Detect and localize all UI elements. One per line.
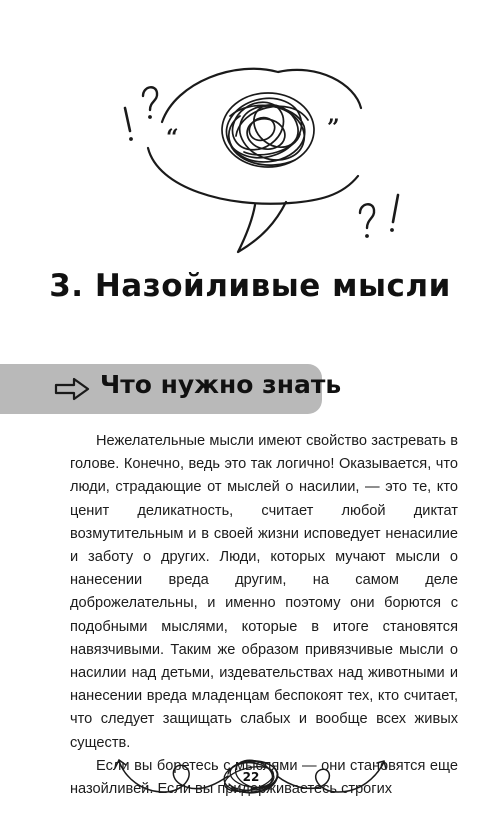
tangled-scribble-icon: [220, 90, 314, 169]
arrow-right-icon: [54, 377, 90, 401]
left-punctuation-icon: [125, 87, 179, 151]
right-punctuation-icon: [327, 115, 398, 238]
paragraph: Нежелательные мысли имеют свойство застревать в голове. Конечно, ведь это так логично! Оказывается, что люди, страдающие от мыслей о насилии, — это те, кто ценит деликатность, считает любой диктат возмутительным и в своей жизни исповедует ненасилие и заботу о других. Люди, которых мучают мысли о нанесении вреда другим, на самом деле доброжелательны, и именно поэтому они борются с подобными мыслями, которые в итоге становятся навязчивыми. Таким же образом привязчивые мысли о насилии над детьми, издевательствах над животными и нанесении вреда младенцам беспокоят тех, кто считает, что следует защищать слабых и вообще всех живых существ.: [70, 433, 458, 751]
body-text: [70, 430, 458, 801]
open-quote-mark: “: [166, 125, 179, 151]
section-title: Что нужно знать: [100, 370, 342, 399]
page-number: 22: [242, 770, 260, 784]
paragraph: Если вы боретесь с мыслями — они становятся еще назойливей. Если вы придерживаетесь строгих: [70, 757, 458, 798]
close-quote-mark: ”: [327, 115, 340, 141]
chapter-title: 3. Назойливые мысли: [49, 268, 451, 304]
